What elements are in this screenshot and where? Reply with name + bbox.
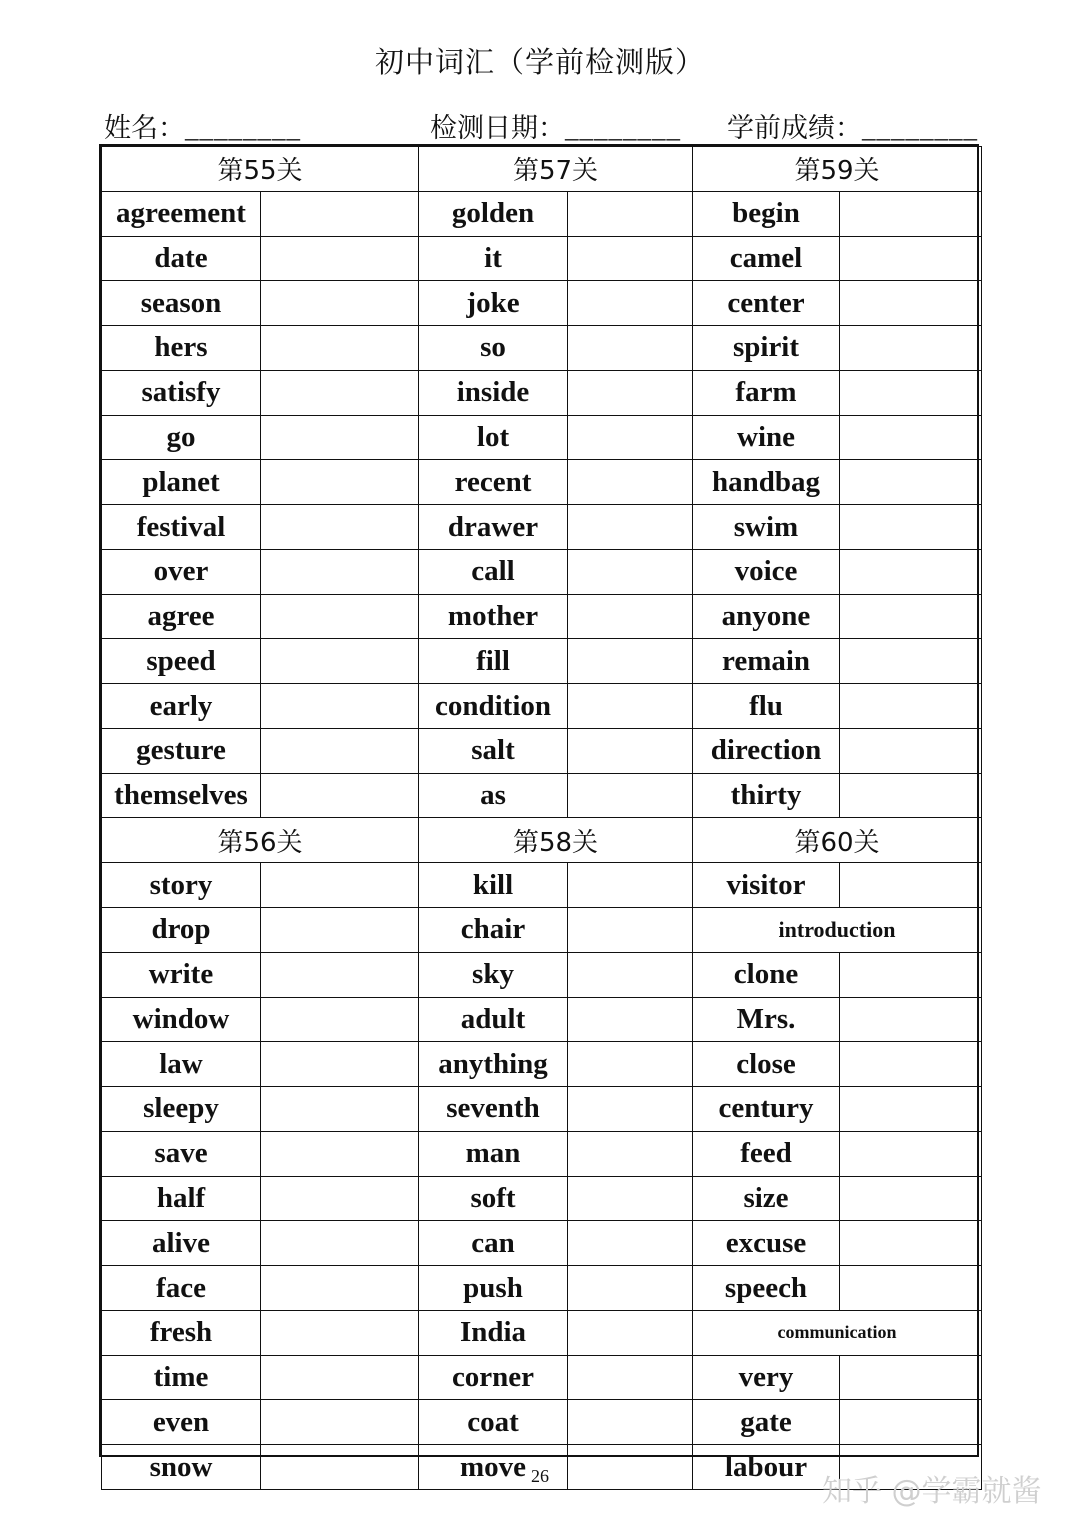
vocab-word: feed — [693, 1131, 840, 1176]
vocab-word: window — [102, 997, 261, 1042]
answer-cell[interactable] — [840, 1042, 982, 1087]
answer-cell[interactable] — [568, 549, 693, 594]
answer-cell[interactable] — [840, 1355, 982, 1400]
table-row — [102, 1042, 982, 1087]
table-row — [102, 1355, 982, 1400]
answer-cell[interactable] — [568, 370, 693, 415]
vocab-word: fill — [419, 639, 568, 684]
vocab-word: introduction — [693, 908, 982, 953]
answer-cell[interactable] — [568, 1221, 693, 1266]
vocab-word: satisfy — [102, 370, 261, 415]
answer-cell[interactable] — [840, 684, 982, 729]
answer-cell[interactable] — [568, 415, 693, 460]
vocab-word: inside — [419, 370, 568, 415]
test-date-blank: ________ — [565, 113, 681, 143]
vocab-word: fresh — [102, 1310, 261, 1355]
table-row — [102, 1400, 982, 1445]
vocab-word: seventh — [419, 1087, 568, 1132]
answer-cell[interactable] — [568, 326, 693, 371]
answer-cell[interactable] — [840, 863, 982, 908]
answer-cell[interactable] — [840, 952, 982, 997]
table-row — [102, 728, 982, 773]
answer-cell[interactable] — [568, 952, 693, 997]
vocab-word: planet — [102, 460, 261, 505]
answer-cell[interactable] — [568, 1131, 693, 1176]
answer-cell[interactable] — [261, 326, 419, 371]
vocab-word: remain — [693, 639, 840, 684]
answer-cell[interactable] — [568, 236, 693, 281]
vocab-word: drop — [102, 908, 261, 953]
vocab-word: very — [693, 1355, 840, 1400]
answer-cell[interactable] — [568, 1310, 693, 1355]
answer-cell[interactable] — [840, 460, 982, 505]
vocab-word: gesture — [102, 728, 261, 773]
vocab-word: begin — [693, 191, 840, 236]
table-row — [102, 1310, 982, 1355]
watermark: 知乎 @学霸就酱 — [822, 1474, 1042, 1509]
vocab-word: snow — [102, 1445, 261, 1490]
page-title: 初中词汇（学前检测版） — [374, 45, 705, 79]
answer-cell[interactable] — [568, 1400, 693, 1445]
answer-cell[interactable] — [568, 191, 693, 236]
vocab-word: mother — [419, 594, 568, 639]
answer-cell[interactable] — [840, 594, 982, 639]
answer-cell[interactable] — [261, 191, 419, 236]
answer-cell[interactable] — [568, 1266, 693, 1311]
level-header: 第58关 — [419, 818, 693, 863]
vocab-word: go — [102, 415, 261, 460]
vocab-word: even — [102, 1400, 261, 1445]
answer-cell[interactable] — [261, 505, 419, 550]
answer-cell[interactable] — [261, 370, 419, 415]
table-row — [102, 639, 982, 684]
table-row — [102, 505, 982, 550]
answer-cell[interactable] — [261, 639, 419, 684]
vocab-word: story — [102, 863, 261, 908]
answer-cell[interactable] — [568, 908, 693, 953]
vocab-word: date — [102, 236, 261, 281]
answer-cell[interactable] — [261, 1310, 419, 1355]
vocab-word: call — [419, 549, 568, 594]
vocab-word: flu — [693, 684, 840, 729]
answer-cell[interactable] — [840, 549, 982, 594]
answer-cell[interactable] — [261, 1266, 419, 1311]
answer-cell[interactable] — [840, 1087, 982, 1132]
answer-cell[interactable] — [840, 1400, 982, 1445]
answer-cell[interactable] — [840, 281, 982, 326]
vocab-word: early — [102, 684, 261, 729]
vocab-word: clone — [693, 952, 840, 997]
vocab-word: themselves — [102, 773, 261, 818]
table-row — [102, 415, 982, 460]
table-row — [102, 549, 982, 594]
name-field — [104, 106, 301, 145]
test-date-label: 检测日期： — [430, 113, 565, 144]
vocab-word: festival — [102, 505, 261, 550]
answer-cell[interactable] — [261, 863, 419, 908]
answer-cell[interactable] — [568, 997, 693, 1042]
vocab-word: adult — [419, 997, 568, 1042]
table-row — [102, 281, 982, 326]
table-row — [102, 684, 982, 729]
table-row — [102, 1176, 982, 1221]
vocab-word: size — [693, 1176, 840, 1221]
vocab-word: save — [102, 1131, 261, 1176]
table-row — [102, 1087, 982, 1132]
answer-cell[interactable] — [840, 505, 982, 550]
vocab-word: it — [419, 236, 568, 281]
vocab-word: soft — [419, 1176, 568, 1221]
vocab-word: handbag — [693, 460, 840, 505]
vocab-word: sky — [419, 952, 568, 997]
answer-cell[interactable] — [261, 1087, 419, 1132]
table-row — [102, 236, 982, 281]
answer-cell[interactable] — [840, 1221, 982, 1266]
vocab-word: agreement — [102, 191, 261, 236]
vocab-word: anything — [419, 1042, 568, 1087]
vocab-word: write — [102, 952, 261, 997]
vocab-word: kill — [419, 863, 568, 908]
name-label: 姓名： — [104, 113, 185, 144]
vocab-word: season — [102, 281, 261, 326]
answer-cell[interactable] — [261, 460, 419, 505]
answer-cell[interactable] — [261, 594, 419, 639]
answer-cell[interactable] — [568, 594, 693, 639]
table-row — [102, 863, 982, 908]
answer-cell[interactable] — [261, 1355, 419, 1400]
vocab-word: swim — [693, 505, 840, 550]
answer-cell[interactable] — [261, 773, 419, 818]
vocab-word: coat — [419, 1400, 568, 1445]
answer-cell[interactable] — [840, 415, 982, 460]
answer-cell[interactable] — [840, 191, 982, 236]
vocab-word: chair — [419, 908, 568, 953]
answer-cell[interactable] — [568, 684, 693, 729]
vocab-word: India — [419, 1310, 568, 1355]
vocab-word: labour — [693, 1445, 840, 1490]
answer-cell[interactable] — [261, 1176, 419, 1221]
answer-cell[interactable] — [840, 370, 982, 415]
answer-cell[interactable] — [568, 863, 693, 908]
vocab-word: voice — [693, 549, 840, 594]
answer-cell[interactable] — [261, 997, 419, 1042]
level-header: 第55关 — [102, 147, 419, 192]
level-header-row — [102, 818, 982, 863]
vocab-word: excuse — [693, 1221, 840, 1266]
answer-cell[interactable] — [261, 549, 419, 594]
page-number: 26 — [531, 1466, 549, 1486]
vocab-word: as — [419, 773, 568, 818]
table-row — [102, 1266, 982, 1311]
vocab-word: gate — [693, 1400, 840, 1445]
table-row — [102, 1221, 982, 1266]
vocab-word: golden — [419, 191, 568, 236]
level-header: 第56关 — [102, 818, 419, 863]
vocab-word: joke — [419, 281, 568, 326]
table-row — [102, 370, 982, 415]
vocab-word: visitor — [693, 863, 840, 908]
vocab-word: man — [419, 1131, 568, 1176]
vocab-word: agree — [102, 594, 261, 639]
vocab-word: camel — [693, 236, 840, 281]
vocab-word: thirty — [693, 773, 840, 818]
vocab-word: communication — [693, 1310, 982, 1355]
vocab-word: sleepy — [102, 1087, 261, 1132]
name-blank: ________ — [185, 113, 301, 143]
vocab-word: push — [419, 1266, 568, 1311]
vocab-word: drawer — [419, 505, 568, 550]
level-header: 第59关 — [693, 147, 982, 192]
answer-cell[interactable] — [568, 1176, 693, 1221]
vocab-word: anyone — [693, 594, 840, 639]
pre-score-field — [727, 106, 978, 145]
vocab-word: speech — [693, 1266, 840, 1311]
answer-cell[interactable] — [568, 773, 693, 818]
level-header-row — [102, 147, 982, 192]
answer-cell[interactable] — [568, 728, 693, 773]
vocab-word: law — [102, 1042, 261, 1087]
answer-cell[interactable] — [568, 460, 693, 505]
vocab-word: over — [102, 549, 261, 594]
level-header: 第57关 — [419, 147, 693, 192]
answer-cell[interactable] — [261, 952, 419, 997]
table-row — [102, 908, 982, 953]
answer-cell[interactable] — [840, 236, 982, 281]
vocab-word: corner — [419, 1355, 568, 1400]
answer-cell[interactable] — [261, 281, 419, 326]
answer-cell[interactable] — [261, 1131, 419, 1176]
answer-cell[interactable] — [568, 1042, 693, 1087]
vocab-word: center — [693, 281, 840, 326]
answer-cell[interactable] — [568, 639, 693, 684]
vocab-word: time — [102, 1355, 261, 1400]
answer-cell[interactable] — [568, 1087, 693, 1132]
test-date-field — [430, 106, 681, 145]
vocab-word: can — [419, 1221, 568, 1266]
vocab-word: wine — [693, 415, 840, 460]
table-row — [102, 773, 982, 818]
table-row — [102, 1131, 982, 1176]
table-row — [102, 191, 982, 236]
level-header: 第60关 — [693, 818, 982, 863]
answer-cell[interactable] — [261, 1400, 419, 1445]
answer-cell[interactable] — [261, 908, 419, 953]
vocabulary-table — [101, 146, 982, 1490]
table-row — [102, 326, 982, 371]
answer-cell[interactable] — [261, 728, 419, 773]
vocab-word: so — [419, 326, 568, 371]
answer-cell[interactable] — [568, 1355, 693, 1400]
vocab-word: farm — [693, 370, 840, 415]
answer-cell[interactable] — [840, 639, 982, 684]
pre-score-label: 学前成绩： — [727, 113, 862, 144]
vocab-word: century — [693, 1087, 840, 1132]
vocab-word: half — [102, 1176, 261, 1221]
table-row — [102, 594, 982, 639]
vocab-word: direction — [693, 728, 840, 773]
answer-cell[interactable] — [840, 1131, 982, 1176]
answer-cell[interactable] — [261, 1221, 419, 1266]
vocab-word: move — [419, 1445, 568, 1490]
vocab-word: hers — [102, 326, 261, 371]
answer-cell[interactable] — [568, 281, 693, 326]
answer-cell[interactable] — [840, 728, 982, 773]
answer-cell[interactable] — [840, 1266, 982, 1311]
answer-cell[interactable] — [840, 326, 982, 371]
vocab-word: close — [693, 1042, 840, 1087]
answer-cell[interactable] — [840, 1176, 982, 1221]
answer-cell[interactable] — [840, 997, 982, 1042]
table-row — [102, 460, 982, 505]
answer-cell[interactable] — [261, 1042, 419, 1087]
vocab-word: spirit — [693, 326, 840, 371]
table-row — [102, 997, 982, 1042]
answer-cell[interactable] — [840, 773, 982, 818]
answer-cell[interactable] — [261, 236, 419, 281]
vocab-word: alive — [102, 1221, 261, 1266]
vocab-word: Mrs. — [693, 997, 840, 1042]
answer-cell[interactable] — [261, 684, 419, 729]
answer-cell[interactable] — [568, 505, 693, 550]
vocab-word: salt — [419, 728, 568, 773]
vocab-word: lot — [419, 415, 568, 460]
vocab-word: speed — [102, 639, 261, 684]
table-row — [102, 952, 982, 997]
answer-cell[interactable] — [261, 415, 419, 460]
vocab-word: face — [102, 1266, 261, 1311]
vocab-word: recent — [419, 460, 568, 505]
pre-score-blank: ________ — [862, 113, 978, 143]
vocab-word: condition — [419, 684, 568, 729]
